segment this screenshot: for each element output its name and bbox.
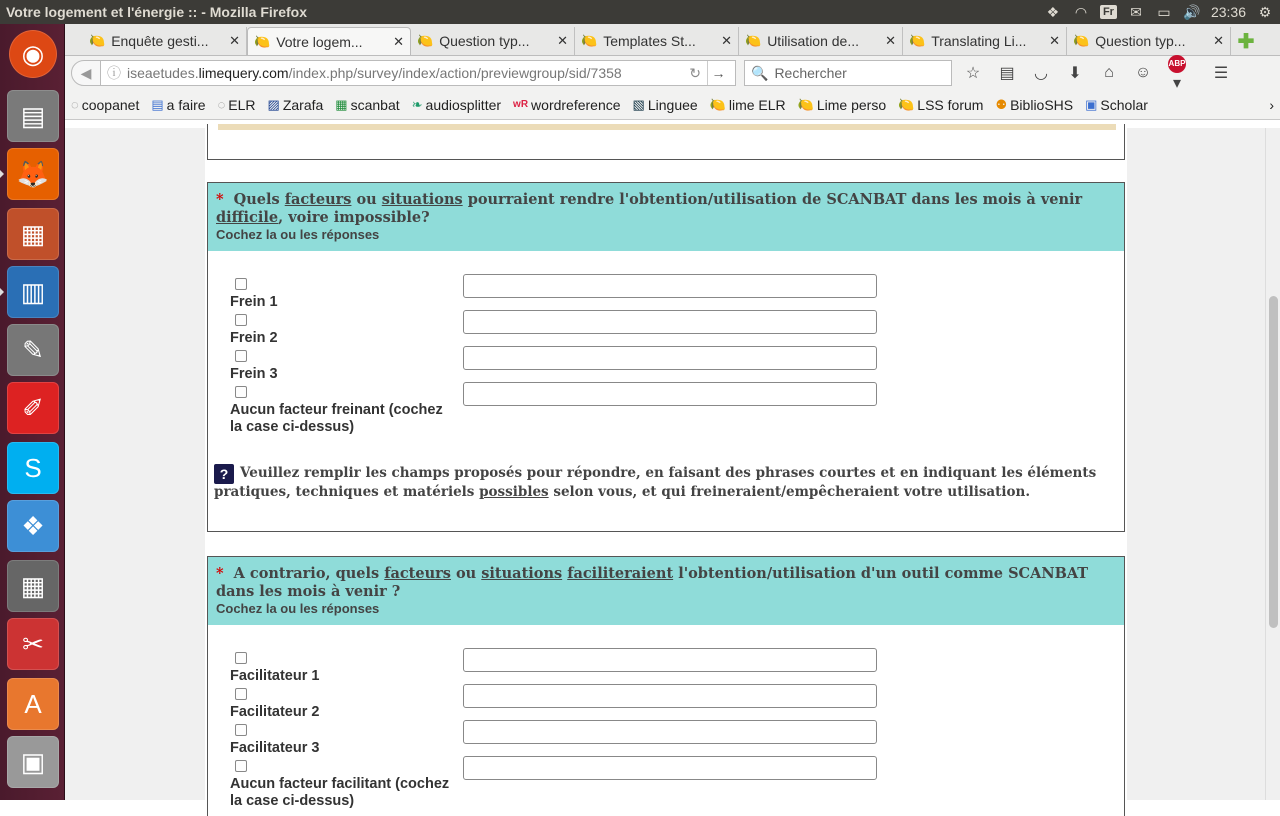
search-box[interactable] bbox=[744, 60, 952, 86]
bookmark-linguee[interactable] bbox=[633, 97, 698, 113]
bookmark-label: coopanet bbox=[81, 96, 140, 113]
bookmark-scholar[interactable] bbox=[1085, 97, 1148, 113]
option-label: Facilitateur 3 bbox=[230, 740, 320, 756]
scholar-icon: ▣ bbox=[1085, 96, 1098, 112]
close-tab-icon[interactable]: ✕ bbox=[885, 33, 896, 48]
info-icon[interactable]: ⓘ bbox=[107, 65, 121, 81]
search-icon: 🔍 bbox=[751, 64, 769, 81]
dropbox-tray-icon[interactable]: ❖ bbox=[1046, 3, 1060, 20]
question-text: Quels bbox=[233, 191, 285, 208]
reload-icon[interactable]: ↻ bbox=[689, 64, 701, 81]
menu-icon[interactable]: ☰ bbox=[1213, 65, 1229, 82]
limesurvey-icon: 🍋 bbox=[581, 33, 598, 48]
option-comment-input[interactable] bbox=[463, 310, 877, 334]
system-tray bbox=[1044, 4, 1280, 21]
download-icon[interactable]: ⬇ bbox=[1068, 65, 1082, 82]
chat-icon[interactable]: ☺ bbox=[1134, 64, 1152, 81]
option-checkbox[interactable] bbox=[235, 724, 247, 736]
ubuntu-dash-icon[interactable]: ◉ bbox=[9, 30, 57, 78]
close-tab-icon[interactable]: ✕ bbox=[229, 33, 240, 48]
tab-label: Utilisation de... bbox=[767, 33, 860, 49]
impress-icon[interactable]: ▦ bbox=[7, 208, 59, 260]
battery-icon[interactable]: ▭ bbox=[1157, 3, 1171, 20]
bookmark-label: audiosplitter bbox=[425, 96, 502, 113]
firefox-icon[interactable]: 🦊 bbox=[7, 148, 59, 200]
bookmark-label: scanbat bbox=[350, 96, 400, 113]
question-text: l'obtention/utilisation d'un outil comme SCANBAT dans les mois à venir ? bbox=[216, 565, 1089, 600]
software-center-icon[interactable]: A bbox=[7, 678, 59, 730]
limesurvey-icon: 🍋 bbox=[89, 33, 106, 48]
option-label: Frein 3 bbox=[230, 366, 278, 382]
bookmark-label: wordreference bbox=[531, 96, 621, 113]
limesurvey-icon: 🍋 bbox=[909, 33, 926, 48]
gear-icon[interactable]: ⚙ bbox=[1258, 3, 1272, 20]
question-help: Cochez la ou les réponses bbox=[216, 227, 380, 242]
chevron-right-icon[interactable]: › bbox=[1269, 96, 1274, 113]
question-text: ou bbox=[351, 191, 382, 208]
tab-label: Question typ... bbox=[439, 33, 530, 49]
tab[interactable] bbox=[1067, 27, 1231, 55]
question-text: ou bbox=[450, 565, 482, 582]
search-placeholder: Rechercher bbox=[774, 65, 847, 81]
writer-icon[interactable]: ▥ bbox=[7, 266, 59, 318]
tab[interactable] bbox=[411, 27, 575, 55]
limesurvey-icon: 🍋 bbox=[1073, 33, 1090, 48]
bookmark-coopanet[interactable] bbox=[71, 97, 139, 113]
close-tab-icon[interactable]: ✕ bbox=[557, 33, 568, 48]
zarafa-icon: ▨ bbox=[267, 96, 280, 112]
lime-icon: 🍋 bbox=[898, 96, 915, 112]
question-text: facteurs bbox=[284, 191, 352, 208]
tip-text: possibles bbox=[479, 484, 549, 500]
tab-selected[interactable] bbox=[247, 27, 411, 55]
reading-list-icon[interactable]: ▤ bbox=[999, 65, 1015, 82]
bookmark-audiosplitter[interactable] bbox=[412, 97, 501, 113]
option-label: Frein 2 bbox=[230, 330, 278, 346]
question-text: difficile bbox=[216, 209, 279, 226]
pocket-icon[interactable]: ◡ bbox=[1034, 65, 1048, 82]
bookmark-wordreference[interactable] bbox=[513, 97, 621, 113]
bookmark-label: Scholar bbox=[1100, 96, 1148, 113]
question-tip bbox=[214, 464, 1118, 501]
bookmark-zarafa[interactable] bbox=[268, 97, 324, 113]
files-icon[interactable]: ▤ bbox=[7, 90, 59, 142]
option-checkbox[interactable] bbox=[235, 350, 247, 362]
question-text: facteurs bbox=[384, 565, 451, 582]
adblock-icon[interactable]: ABP ▾ bbox=[1164, 53, 1190, 93]
dropbox-icon[interactable]: ❖ bbox=[7, 500, 59, 552]
linguee-icon: ▧ bbox=[632, 96, 645, 112]
option-checkbox[interactable] bbox=[235, 760, 247, 772]
nav-bar bbox=[65, 56, 1280, 90]
question-text: situations bbox=[481, 565, 563, 582]
previous-question-band bbox=[218, 124, 1116, 130]
question-help: Cochez la ou les réponses bbox=[216, 601, 380, 616]
bookmark-label: a faire bbox=[166, 96, 206, 113]
system-top-bar bbox=[0, 0, 1280, 24]
close-tab-icon[interactable]: ✕ bbox=[393, 33, 404, 49]
bookmark-label: LSS forum bbox=[917, 96, 984, 113]
window-title: Votre logement et l'énergie :: - Mozilla Firefox bbox=[6, 4, 307, 20]
wr-icon: wR bbox=[513, 99, 529, 110]
bookmark-lime-elr[interactable] bbox=[710, 97, 786, 113]
tab[interactable] bbox=[575, 27, 739, 55]
option-comment-input[interactable] bbox=[463, 346, 877, 370]
option-checkbox[interactable] bbox=[235, 314, 247, 326]
bookmark-label: BiblioSHS bbox=[1010, 96, 1074, 113]
bookmark-lime-perso[interactable] bbox=[798, 97, 886, 113]
url-path: /index.php/survey/index/action/previewgroup/sid/7358 bbox=[288, 65, 622, 81]
option-label: Aucun facteur freinant (cochez la case ci-dessus) bbox=[230, 402, 443, 435]
previous-question-bottom bbox=[207, 124, 1125, 160]
option-label: Facilitateur 1 bbox=[230, 668, 320, 684]
url-prefix: iseaetudes. bbox=[127, 65, 199, 81]
workspaces-icon[interactable]: ▣ bbox=[7, 736, 59, 788]
option-row bbox=[230, 760, 930, 812]
tab-strip bbox=[65, 24, 1280, 56]
launcher bbox=[0, 24, 65, 800]
option-comment-input[interactable] bbox=[463, 648, 877, 672]
limesurvey-icon: 🍋 bbox=[254, 33, 271, 49]
skype-icon[interactable]: S bbox=[7, 442, 59, 494]
mail-icon[interactable]: ✉ bbox=[1130, 3, 1142, 20]
globe-icon: ◌ bbox=[217, 97, 226, 112]
tip-text: selon vous, et qui freineraient/empêcheraient votre utilisation. bbox=[548, 484, 1031, 500]
question-text: faciliteraient bbox=[567, 565, 674, 582]
vertical-scrollbar[interactable] bbox=[1265, 128, 1280, 800]
url-bar[interactable] bbox=[100, 60, 736, 86]
option-row bbox=[230, 314, 930, 350]
option-row bbox=[230, 386, 930, 438]
tip-text: Veuillez remplir les champs proposés pour répondre, en faisant des phrases courtes et en indiquant les éléments pratiques, techniques et matériels bbox=[214, 465, 1097, 500]
help-icon: ? bbox=[214, 464, 234, 484]
clock[interactable]: 23:36 bbox=[1210, 4, 1246, 20]
lime-icon: 🍋 bbox=[797, 96, 814, 112]
bookmark-star-icon[interactable]: ☆ bbox=[965, 65, 981, 82]
limesurvey-icon: 🍋 bbox=[417, 33, 434, 48]
bookmark-elr[interactable] bbox=[218, 97, 256, 113]
volume-icon[interactable]: 🔊 bbox=[1183, 3, 1201, 20]
option-label: Frein 1 bbox=[230, 294, 278, 310]
tab-label: Translating Li... bbox=[931, 33, 1027, 49]
doc-icon: ▤ bbox=[151, 96, 164, 112]
lime-icon: 🍋 bbox=[709, 96, 726, 112]
close-tab-icon[interactable]: ✕ bbox=[721, 33, 732, 48]
required-marker: * bbox=[216, 191, 224, 208]
question-freins bbox=[207, 182, 1125, 532]
page-viewport bbox=[65, 128, 1265, 809]
calculator-icon[interactable]: ▦ bbox=[7, 560, 59, 612]
people-icon: ⚉ bbox=[995, 96, 1008, 112]
question-text: pourraient rendre l'obtention/utilisation de SCANBAT dans les mois à venir bbox=[462, 191, 1083, 208]
bookmark-lss-forum[interactable] bbox=[898, 97, 983, 113]
option-row bbox=[230, 652, 930, 688]
tab[interactable] bbox=[739, 27, 903, 55]
text-editor-icon[interactable]: ✎ bbox=[7, 324, 59, 376]
option-checkbox[interactable] bbox=[235, 386, 247, 398]
question-text: , voire impossible? bbox=[278, 209, 430, 226]
tab-label: Templates St... bbox=[603, 33, 696, 49]
bookmarks-bar bbox=[65, 90, 1280, 120]
option-comment-input[interactable] bbox=[463, 756, 877, 780]
question-text: A contrario, quels bbox=[233, 565, 385, 582]
settings-icon[interactable]: ✂ bbox=[7, 618, 59, 670]
option-comment-input[interactable] bbox=[463, 720, 877, 744]
bookmark-label: ELR bbox=[228, 96, 256, 113]
option-comment-input[interactable] bbox=[463, 684, 877, 708]
required-marker: * bbox=[216, 565, 224, 582]
wifi-icon[interactable]: ◠ bbox=[1074, 3, 1088, 20]
close-tab-icon[interactable]: ✕ bbox=[1049, 33, 1060, 48]
home-icon[interactable]: ⌂ bbox=[1104, 64, 1114, 81]
globe-icon: ◌ bbox=[71, 97, 79, 112]
question-header bbox=[208, 183, 1124, 251]
leaf-icon: ❧ bbox=[411, 96, 423, 112]
go-arrow-icon[interactable]: → bbox=[707, 61, 729, 85]
option-comment-input[interactable] bbox=[463, 274, 877, 298]
sheet-icon: ▦ bbox=[335, 96, 348, 112]
survey-page bbox=[205, 128, 1127, 809]
bookmark-label: Zarafa bbox=[282, 96, 324, 113]
pdf-reader-icon[interactable]: ✐ bbox=[7, 382, 59, 434]
bookmark-a-faire[interactable] bbox=[151, 97, 205, 113]
limesurvey-icon: 🍋 bbox=[745, 33, 762, 48]
close-tab-icon[interactable]: ✕ bbox=[1213, 33, 1224, 48]
firefox-window bbox=[65, 24, 1280, 809]
option-comment-input[interactable] bbox=[463, 382, 877, 406]
tab-label: Enquête gesti... bbox=[111, 33, 209, 49]
option-checkbox[interactable] bbox=[235, 652, 247, 664]
tab[interactable] bbox=[83, 27, 247, 55]
option-row bbox=[230, 724, 930, 760]
keyboard-layout-indicator[interactable]: Fr bbox=[1100, 5, 1117, 19]
question-text: situations bbox=[381, 191, 463, 208]
option-label: Aucun facteur facilitant (cochez la case ci-dessus) bbox=[230, 776, 450, 809]
bookmark-biblioshs[interactable] bbox=[995, 97, 1073, 113]
bookmark-scanbat[interactable] bbox=[335, 97, 399, 113]
new-tab-button[interactable]: ✚ bbox=[1237, 30, 1255, 53]
bookmark-label: Lime perso bbox=[816, 96, 887, 113]
option-row bbox=[230, 278, 930, 314]
back-button[interactable]: ◀ bbox=[71, 60, 101, 86]
scrollbar-thumb[interactable] bbox=[1269, 296, 1278, 628]
bookmark-label: Linguee bbox=[647, 96, 698, 113]
option-label: Facilitateur 2 bbox=[230, 704, 320, 720]
tab[interactable] bbox=[903, 27, 1067, 55]
bookmark-label: lime ELR bbox=[728, 96, 786, 113]
url-domain: limequery.com bbox=[198, 65, 289, 81]
option-row bbox=[230, 688, 930, 724]
tab-label: Question typ... bbox=[1095, 33, 1186, 49]
option-checkbox[interactable] bbox=[235, 278, 247, 290]
question-facilitateurs bbox=[207, 556, 1125, 816]
question-header bbox=[208, 557, 1124, 625]
option-row bbox=[230, 350, 930, 386]
tab-label: Votre logem... bbox=[276, 33, 363, 50]
option-checkbox[interactable] bbox=[235, 688, 247, 700]
